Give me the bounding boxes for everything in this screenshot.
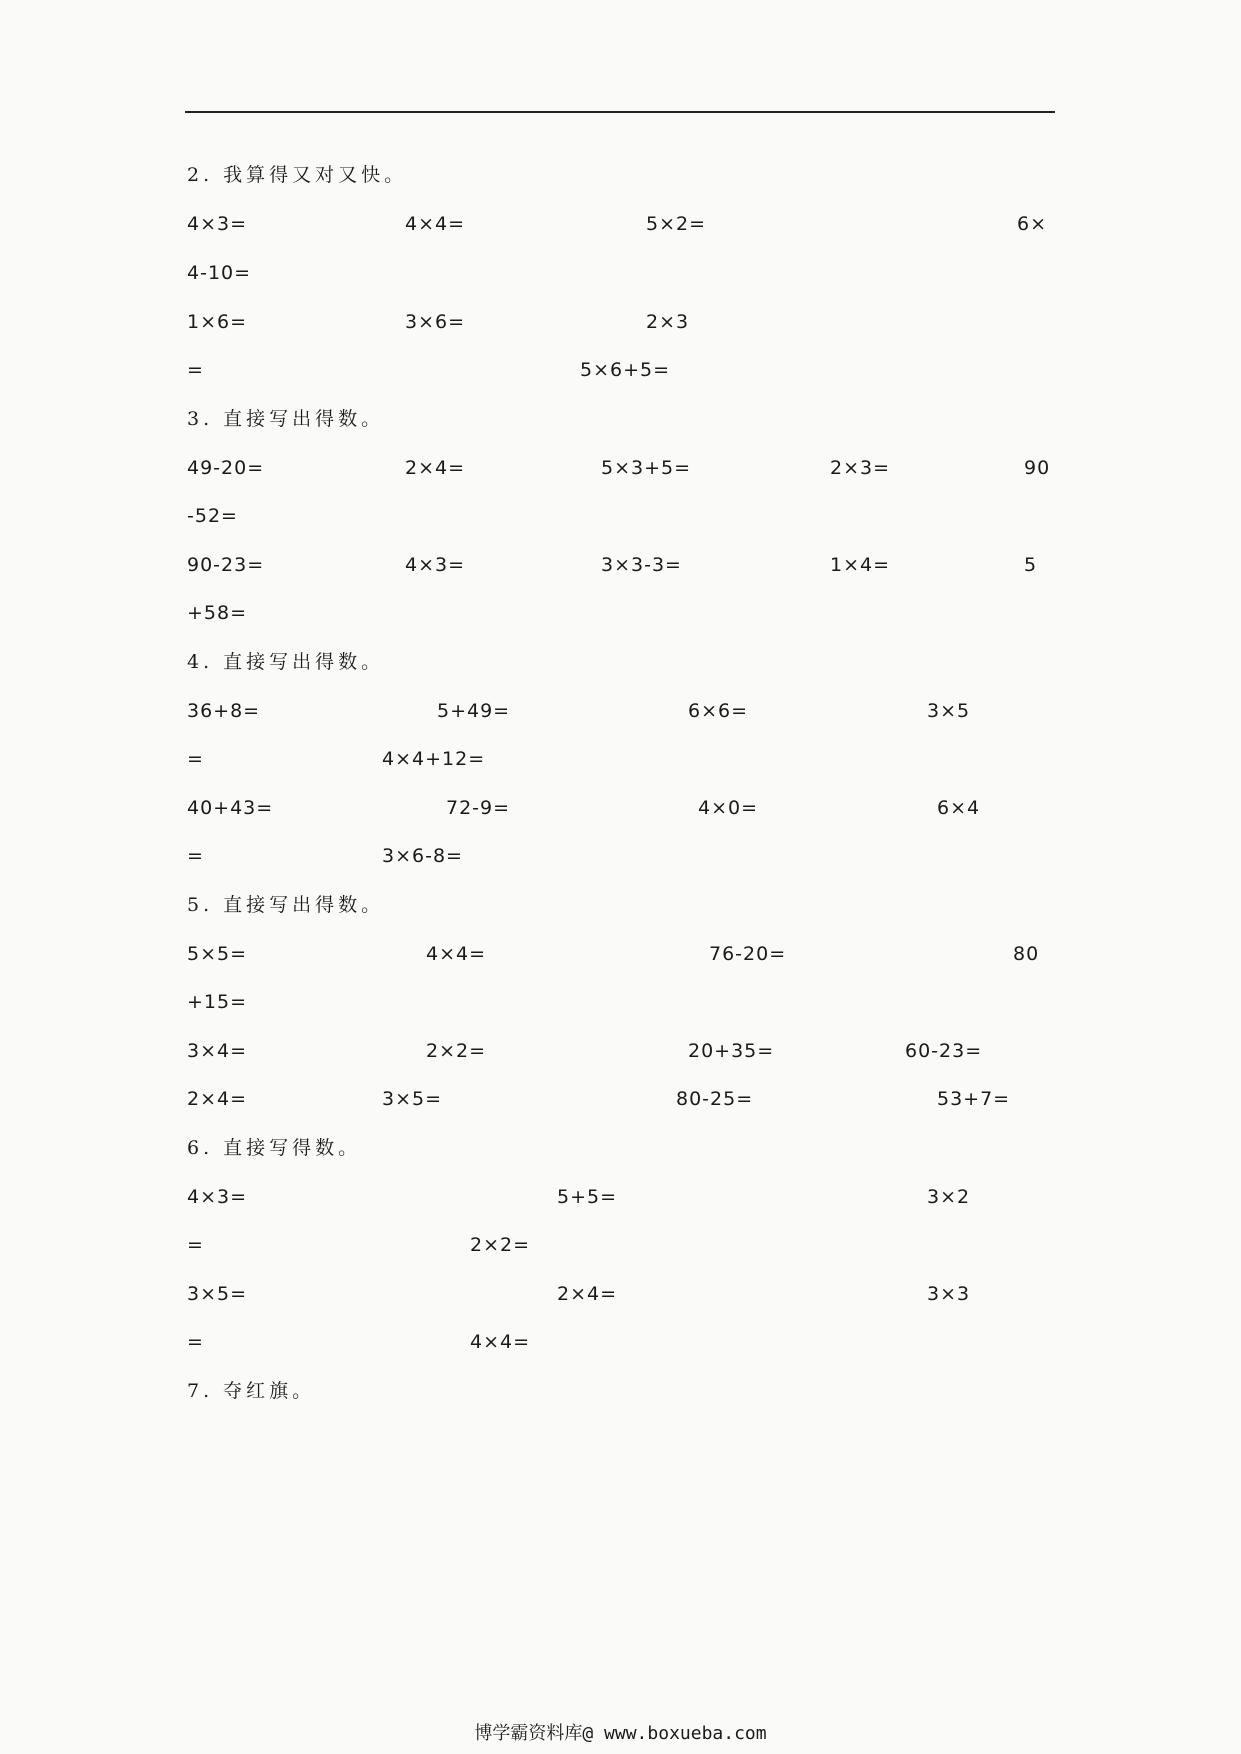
problem: 4×4+12= bbox=[382, 748, 486, 770]
problem: 20+35= bbox=[688, 1040, 775, 1062]
header-rule bbox=[185, 111, 1055, 113]
problem: = bbox=[187, 359, 204, 381]
problem: +15= bbox=[187, 991, 248, 1013]
problem: 4×3= bbox=[405, 554, 466, 576]
problem: 4-10= bbox=[187, 262, 252, 284]
problem: 3×5= bbox=[382, 1088, 443, 1110]
section-heading: 7. 夺红旗。 bbox=[187, 1380, 316, 1402]
problem: 3×2 bbox=[927, 1186, 971, 1208]
problem: 3×3-3= bbox=[601, 554, 682, 576]
problem: 4×0= bbox=[698, 797, 759, 819]
problem: 80-25= bbox=[676, 1088, 754, 1110]
problem: = bbox=[187, 748, 204, 770]
section-heading: 2. 我算得又对又快。 bbox=[187, 164, 408, 186]
problem: = bbox=[187, 1234, 204, 1256]
problem: 76-20= bbox=[709, 943, 787, 965]
problem: 6×6= bbox=[688, 700, 749, 722]
problem: 4×4= bbox=[405, 213, 466, 235]
section-heading: 3. 直接写出得数。 bbox=[187, 408, 385, 430]
problem: = bbox=[187, 845, 204, 867]
problem: 5×6+5= bbox=[580, 359, 671, 381]
problem: 3×6-8= bbox=[382, 845, 463, 867]
problem: 2×3 bbox=[646, 311, 690, 333]
problem: 2×3= bbox=[830, 457, 891, 479]
footer-watermark: 博学霸资料库@ www.boxueba.com bbox=[474, 1723, 767, 1744]
problem: 3×5= bbox=[187, 1283, 248, 1305]
problem: 2×2= bbox=[426, 1040, 487, 1062]
section-heading: 5. 直接写出得数。 bbox=[187, 894, 385, 916]
problem: 3×4= bbox=[187, 1040, 248, 1062]
problem: 6× bbox=[1017, 213, 1048, 235]
problem: 5 bbox=[1024, 554, 1038, 576]
problem: 36+8= bbox=[187, 700, 261, 722]
problem: 6×4 bbox=[937, 797, 981, 819]
problem: -52= bbox=[187, 505, 238, 527]
problem: 4×4= bbox=[426, 943, 487, 965]
problem: 4×3= bbox=[187, 213, 248, 235]
problem: 5+5= bbox=[557, 1186, 618, 1208]
problem: 2×4= bbox=[187, 1088, 248, 1110]
problem: = bbox=[187, 1331, 204, 1353]
problem: 5×5= bbox=[187, 943, 248, 965]
problem: 1×4= bbox=[830, 554, 891, 576]
problem: 1×6= bbox=[187, 311, 248, 333]
problem: 2×2= bbox=[470, 1234, 531, 1256]
problem: 5×2= bbox=[646, 213, 707, 235]
problem: 80 bbox=[1013, 943, 1040, 965]
problem: 5+49= bbox=[437, 700, 511, 722]
section-heading: 4. 直接写出得数。 bbox=[187, 651, 385, 673]
problem: 3×5 bbox=[927, 700, 971, 722]
problem: 90-23= bbox=[187, 554, 265, 576]
problem: 3×3 bbox=[927, 1283, 971, 1305]
problem: 5×3+5= bbox=[601, 457, 692, 479]
problem: 90 bbox=[1024, 457, 1051, 479]
problem: +58= bbox=[187, 602, 248, 624]
problem: 53+7= bbox=[937, 1088, 1011, 1110]
problem: 4×3= bbox=[187, 1186, 248, 1208]
problem: 4×4= bbox=[470, 1331, 531, 1353]
problem: 40+43= bbox=[187, 797, 274, 819]
problem: 60-23= bbox=[905, 1040, 983, 1062]
problem: 3×6= bbox=[405, 311, 466, 333]
problem: 2×4= bbox=[405, 457, 466, 479]
problem: 2×4= bbox=[557, 1283, 618, 1305]
problem: 49-20= bbox=[187, 457, 265, 479]
section-heading: 6. 直接写得数。 bbox=[187, 1137, 362, 1159]
problem: 72-9= bbox=[446, 797, 511, 819]
